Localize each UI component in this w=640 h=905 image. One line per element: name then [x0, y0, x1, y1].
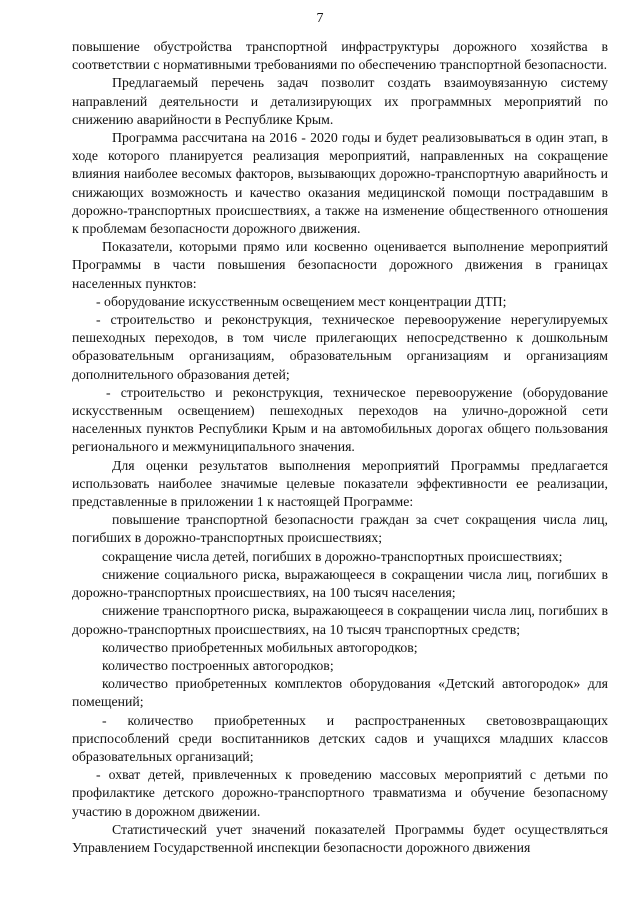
paragraph-tasks: Предлагаемый перечень задач позволит создать взаимоувязанную систему направлений деятельности и детализирующих их программных мероприятий по снижению аварийности в Республике Крым. [72, 75, 608, 127]
list-item-crossings-construction: - строительство и реконструкция, техническое перевооружение нерегулируемых пешеходных переходов, в том числе прилегающих непосредственно к дошкольным образовательным организациям, образовательным организациям и организациям дополнительного образования детей; [72, 312, 608, 382]
paragraph-statistics: Статистический учет значений показателей Программы будет осуществляться Управлением Государственной инспекции безопасности дорожного движения [72, 821, 608, 855]
list-item-built-autotowns: количество построенных автогородков; [102, 657, 334, 673]
list-item-children-coverage: - охват детей, привлеченных к проведению массовых мероприятий с детьми по профилактике детского дорожно-транспортного травматизма и обучение безопасному участию в дорожном движении. [72, 767, 608, 819]
list-item-equipment-sets: количество приобретенных комплектов оборудования «Детский автогородок» для помещений; [72, 676, 608, 710]
list-item-reflective-devices: - количество приобретенных и распространенных световозвращающих приспособлений среди воспитанников детских садов и учащихся младших классов образовательных организаций; [72, 712, 608, 764]
paragraph-program-period: Программа рассчитана на 2016 - 2020 годы и будет реализовываться в один этап, в ходе которого планируется реализация мероприятий, направленных на сокращение влияния наиболее весомых факторов, вызывающих дорожно-транспортную аварийность и снижающих возможность и качество оказания медицинской помощи пострадавшим в дорожно-транспортных происшествиях, а также на изменение общественного отношения к проблемам безопасности дорожного движения. [72, 130, 608, 237]
list-item-social-risk: снижение социального риска, выражающееся в сокращении числа лиц, погибших в дорожно-транспортных происшествиях, на 100 тысяч населения; [72, 566, 608, 601]
list-item-children-deaths: сокращение числа детей, погибших в дорожно-транспортных происшествиях; [102, 548, 563, 564]
paragraph-continuation: повышение обустройства транспортной инфраструктуры дорожного хозяйства в соответствии с нормативными требованиями по обеспечению транспортной безопасности. [72, 39, 608, 73]
list-item-mobile-autotowns: количество приобретенных мобильных автогородков; [102, 639, 418, 655]
list-item-crossings-lighting: - строительство и реконструкция, техническое перевооружение (оборудование искусственным освещением) пешеходных переходов на улично-дорожной сети населенных пунктов Республики Крым и на автомобильных дорогах общего пользования регионального и межмуниципального значения. [72, 384, 608, 455]
list-item-transport-safety: повышение транспортной безопасности граждан за счет сокращения числа лиц, погибших в дорожно-транспортных происшествиях; [72, 512, 608, 546]
paragraph-evaluation: Для оценки результатов выполнения мероприятий Программы предлагается использовать наиболее значимые целевые показатели эффективности ее реализации, представленные в приложении 1 к настоящей Программе: [72, 457, 608, 510]
paragraph-indicators-intro: Показатели, которыми прямо или косвенно оценивается выполнение мероприятий Программы в части повышения безопасности дорожного движения в границах населенных пунктов: [72, 239, 608, 291]
page-number: 7 [316, 11, 324, 26]
list-item-lighting: - оборудование искусственным освещением мест концентрации ДТП; [96, 293, 507, 309]
list-item-transport-risk: снижение транспортного риска, выражающееся в сокращении числа лиц, погибших в дорожно-транспортных происшествиях, на 10 тысяч транспортных средств; [72, 603, 608, 637]
body-text [72, 38, 608, 857]
